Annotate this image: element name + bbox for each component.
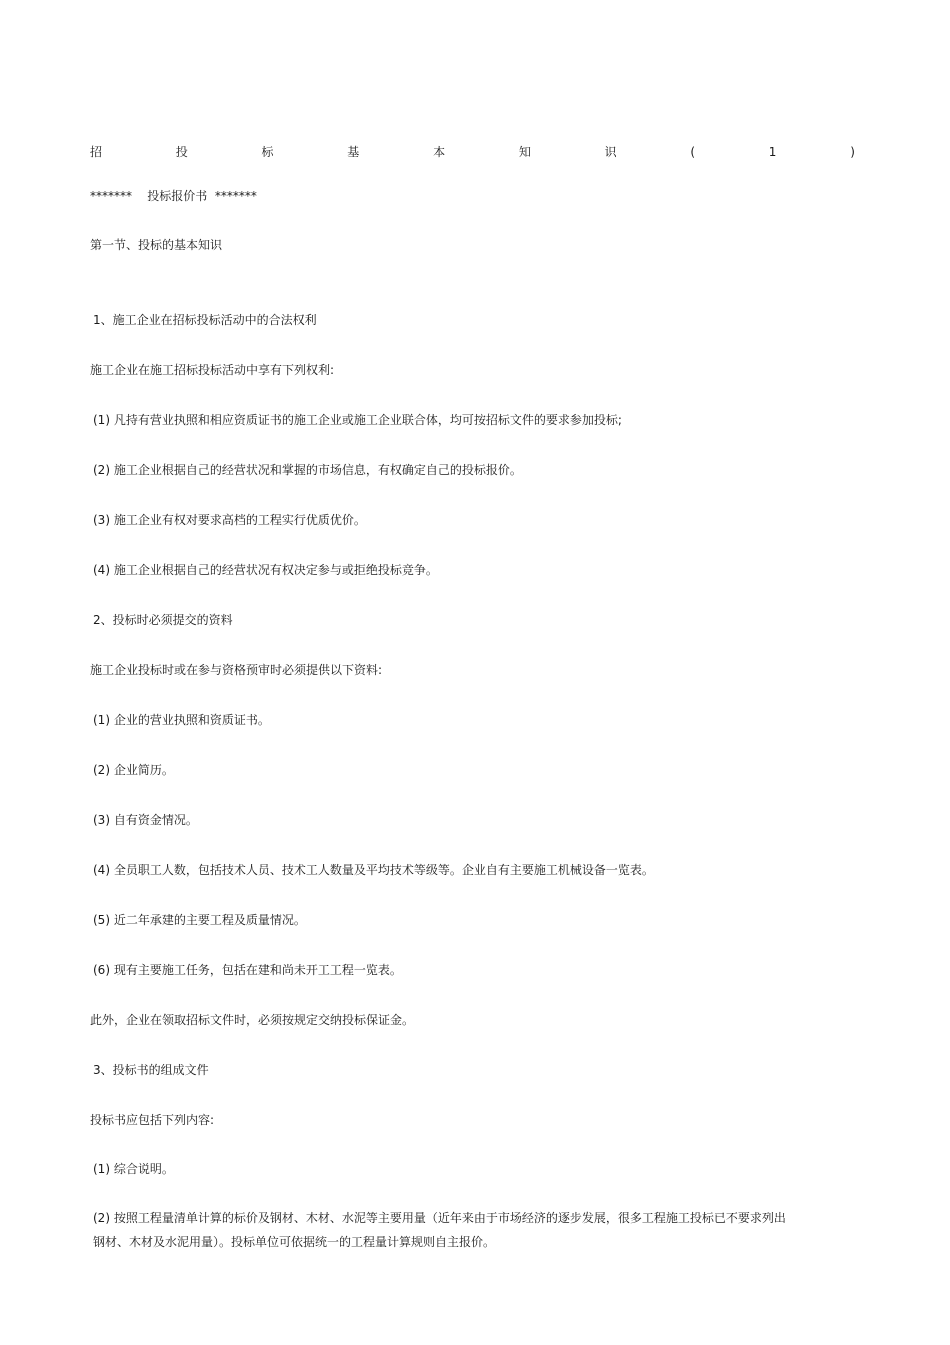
list-item: (1) 综合说明。 (93, 1162, 174, 1176)
paragraph: 施工企业在施工招标投标活动中享有下列权利: (90, 363, 335, 377)
subtitle: ******* 投标报价书 ******* (90, 189, 257, 203)
title-char: 基 (347, 145, 360, 159)
list-item: (1) 凡持有营业执照和相应资质证书的施工企业或施工企业联合体，均可按招标文件的要求参加投标; (93, 413, 622, 427)
list-item: (2) 企业简历。 (93, 763, 174, 777)
title-char: 知 (518, 145, 531, 159)
title-char: 本 (433, 145, 446, 159)
list-item: (5) 近二年承建的主要工程及质量情况。 (93, 913, 306, 927)
document-title (90, 144, 855, 160)
list-item: (1) 企业的营业执照和资质证书。 (93, 713, 270, 727)
title-char: 1 (768, 145, 777, 159)
subsection-heading: 2、投标时必须提交的资料 (93, 613, 233, 627)
section-heading: 第一节、投标的基本知识 (90, 238, 223, 252)
title-char: 招 (90, 145, 103, 159)
subsection-heading: 1、施工企业在招标投标活动中的合法权利 (93, 313, 317, 327)
title-char: ) (850, 145, 855, 159)
paragraph: 施工企业投标时或在参与资格预审时必须提供以下资料: (90, 663, 383, 677)
list-item: (2) 施工企业根据自己的经营状况和掌握的市场信息，有权确定自己的投标报价。 (93, 463, 522, 477)
title-char: ( (690, 145, 696, 159)
title-char: 投 (175, 145, 188, 159)
subsection-heading: 3、投标书的组成文件 (93, 1063, 209, 1077)
list-item: (4) 全员职工人数，包括技术人员、技术工人数量及平均技术等级等。企业自有主要施工机械设备一览表。 (93, 863, 654, 877)
title-char: 识 (604, 145, 617, 159)
paragraph: 此外，企业在领取招标文件时，必须按规定交纳投标保证金。 (90, 1013, 415, 1027)
list-item: (4) 施工企业根据自己的经营状况有权决定参与或拒绝投标竞争。 (93, 563, 438, 577)
paragraph: 投标书应包括下列内容: (90, 1113, 215, 1127)
list-item: (6) 现有主要施工任务，包括在建和尚未开工工程一览表。 (93, 963, 402, 977)
title-char: 标 (261, 145, 274, 159)
list-item: (3) 自有资金情况。 (93, 813, 198, 827)
list-item-text: (2) 按照工程量清单计算的标价及钢材、木材、水泥等主要用量（近年来由于市场经济的逐步发展，很多工程施工投标已不要求列出钢材、木材及水泥用量）。投标单位可依据统一的工程量计算规则自主报价。 (93, 1211, 786, 1249)
list-item: (3) 施工企业有权对要求高档的工程实行优质优价。 (93, 513, 366, 527)
list-item (90, 1206, 790, 1254)
